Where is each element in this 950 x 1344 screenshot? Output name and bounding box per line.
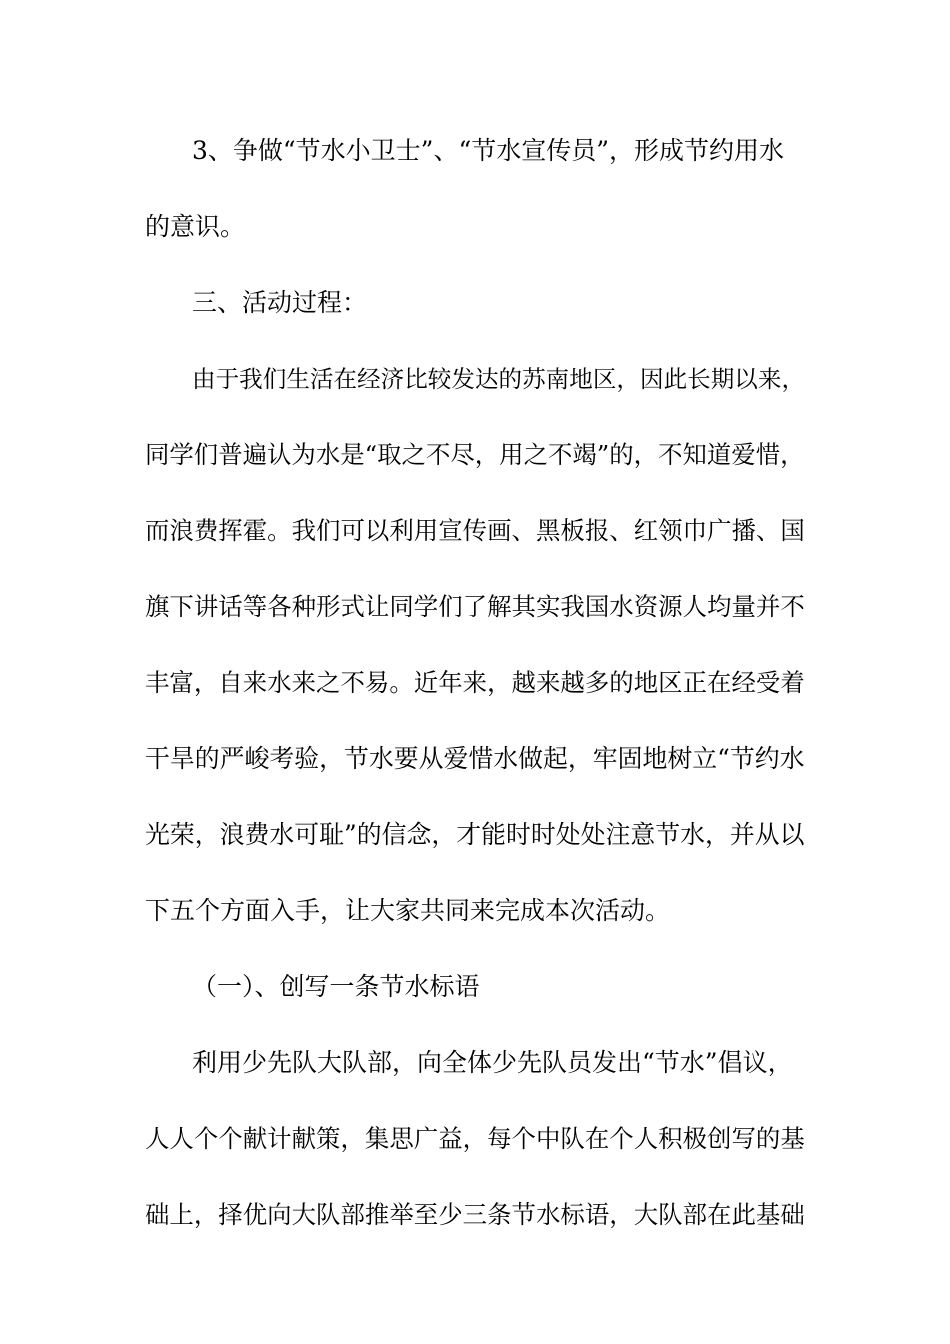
paragraph-line: 利用少先队大队部，向全体少先队员发出“节水”倡议， (192, 1048, 793, 1077)
paragraph-line: 的意识。 (145, 212, 246, 241)
paragraph-line: 旗下讲话等各种形式让同学们了解其实我国水资源人均量并不 (145, 592, 805, 621)
subsection-heading: （一）、创写一条节水标语 (192, 972, 480, 1001)
paragraph-line: 由于我们生活在经济比较发达的苏南地区，因此长期以来， (192, 365, 806, 393)
paragraph-line: 而浪费挥霍。我们可以利用宣传画、黑板报、红领巾广播、国 (145, 516, 805, 545)
paragraph-line: 人人个个献计献策，集思广益，每个中队在个人积极创写的基 (145, 1124, 805, 1153)
paragraph-line: 3、争做“节水小卫士”、“节水宣传员”，形成节约用水 (192, 136, 785, 165)
paragraph-line: 同学们普遍认为水是“取之不尽，用之不竭”的，不知道爱惜， (145, 440, 805, 469)
paragraph-line: 下五个方面入手，让大家共同来完成本次活动。 (145, 896, 671, 925)
paragraph-line: 干旱的严峻考验，节水要从爱惜水做起，牢固地树立“节约水 (145, 744, 805, 773)
paragraph-line: 础上，择优向大队部推举至少三条节水标语，大队部在此基础 (145, 1200, 805, 1229)
paragraph-line: 光荣，浪费水可耻”的信念，才能时时处处注意节水，并从以 (145, 820, 805, 849)
section-heading: 三、活动过程： (192, 288, 368, 317)
paragraph-line: 丰富，自来水来之不易。近年来，越来越多的地区正在经受着 (145, 668, 805, 697)
